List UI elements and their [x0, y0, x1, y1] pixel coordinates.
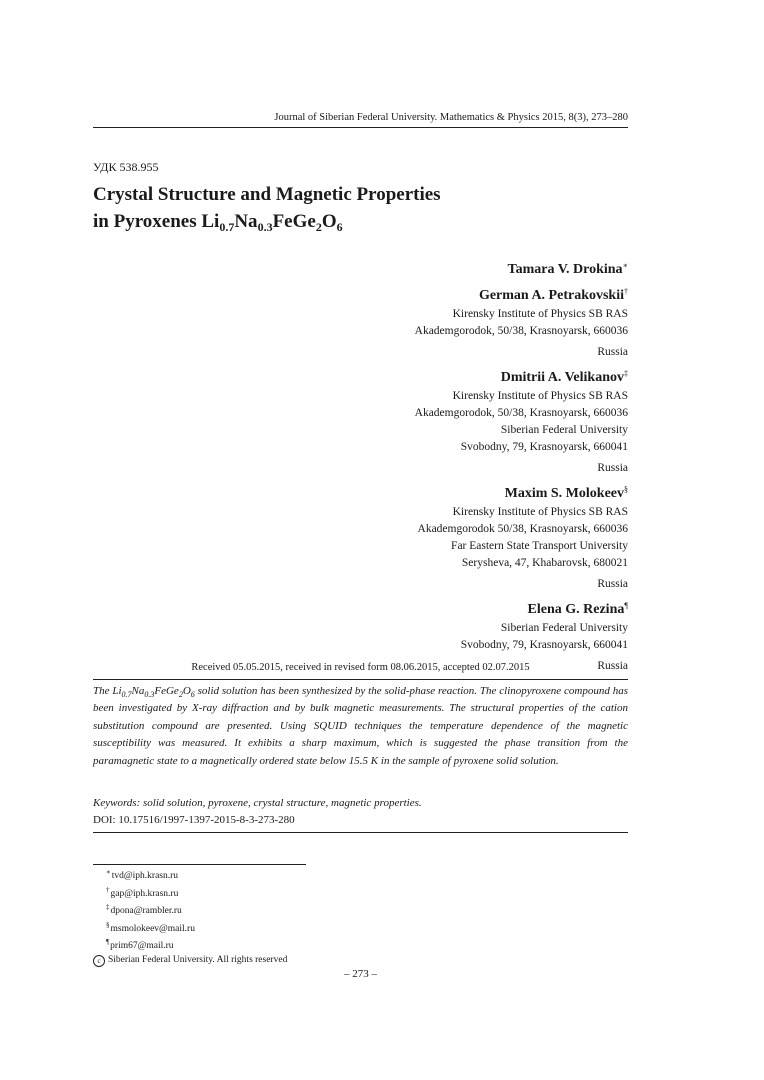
page-number: – 273 – [344, 968, 377, 980]
author-name: Maxim S. Molokeev§ [504, 484, 628, 501]
abstract: The $Li_{0.7}Na_{0.3}FeGe_2O_6$ solid solution has been synthesized by the solid-phase reaction. The clinopyroxene compound has been investigated by X-ray diffraction and by bulk magnetic measurements. The structural properties of the cation substitution compound are presented. Using SQUID techniques the temperature dependence of the magnetic susceptibility was measured. It exhibits a sharp maximum, which is suggested the phase transition from the paramagnetic state to a magnetically ordered state below 15.5 K in the sample of pyroxene solid solution. [93, 685, 628, 767]
footnotes [97, 866, 288, 968]
affiliation-country: Russia [597, 578, 628, 591]
paper-title [93, 181, 441, 235]
footnote: ∗tvd@iph.krasn.ru [106, 868, 179, 881]
author-name: Tamara V. Drokina∗ [507, 261, 628, 277]
author-name: Elena G. Rezina¶ [527, 600, 628, 617]
copyright-icon: c [93, 955, 105, 967]
keywords: Keywords: solid solution, pyroxene, crystal structure, magnetic properties. [93, 797, 422, 809]
affiliation-line: Serysheva, 47, Khabarovsk, 680021 [461, 557, 628, 570]
author-block [208, 254, 628, 676]
affiliation-country: Russia [597, 660, 628, 673]
affiliation-line: Kirensky Institute of Physics SB RAS [452, 308, 628, 320]
affiliation-line: Svobodny, 79, Krasnoyarsk, 660041 [460, 638, 628, 651]
footnote: §msmolokeev@mail.ru [106, 920, 195, 934]
author-name: German A. Petrakovskii† [478, 287, 628, 303]
affiliation-line: Akademgorodok, 50/38, Krasnoyarsk, 660036 [414, 325, 628, 338]
received-dates: Received 05.05.2015, received in revised form 08.06.2015, accepted 02.07.2015 [191, 662, 530, 673]
udk-code: УДК 538.955 [93, 160, 159, 174]
affiliation-line: Siberian Federal University [500, 424, 628, 437]
affiliation-line: Far Eastern State Transport University [451, 540, 628, 553]
affiliation-line: Kirensky Institute of Physics SB RAS [452, 389, 628, 402]
affiliation-country: Russia [597, 346, 628, 359]
affiliation-line: Akademgorodok 50/38, Krasnoyarsk, 660036 [417, 522, 628, 535]
footnote: ‡dpona@rambler.ru [106, 903, 182, 917]
title-line-1: Crystal Structure and Magnetic Properties [93, 184, 441, 205]
affiliation-country: Russia [597, 462, 628, 475]
header-rule [93, 127, 628, 128]
footnote: †gap@iph.krasn.ru [106, 885, 179, 899]
abstract-rule-bottom [93, 832, 628, 833]
affiliation-line: Svobodny, 79, Krasnoyarsk, 660041 [460, 441, 628, 454]
abstract-rule-top [93, 679, 628, 680]
running-header: Journal of Siberian Federal University. Mathematics & Physics 2015, 8(3), 273–280 [274, 112, 628, 123]
affiliation-line: Siberian Federal University [500, 621, 628, 634]
author-name: Dmitrii A. Velikanov‡ [500, 368, 628, 385]
copyright-line: c Siberian Federal University. All rights reserved [93, 954, 287, 968]
footnote: ¶prim67@mail.ru [106, 938, 174, 952]
footnote-rule [93, 864, 306, 865]
title-line-2: in Pyroxenes $Li_{0.7}Na_{0.3}FeGe_2O_6$ [93, 211, 343, 234]
doi: DOI: 10.17516/1997-1397-2015-8-3-273-280 [93, 814, 295, 826]
affiliation-line: Kirensky Institute of Physics SB RAS [452, 505, 628, 518]
affiliation-line: Akademgorodok, 50/38, Krasnoyarsk, 660036 [414, 406, 628, 419]
